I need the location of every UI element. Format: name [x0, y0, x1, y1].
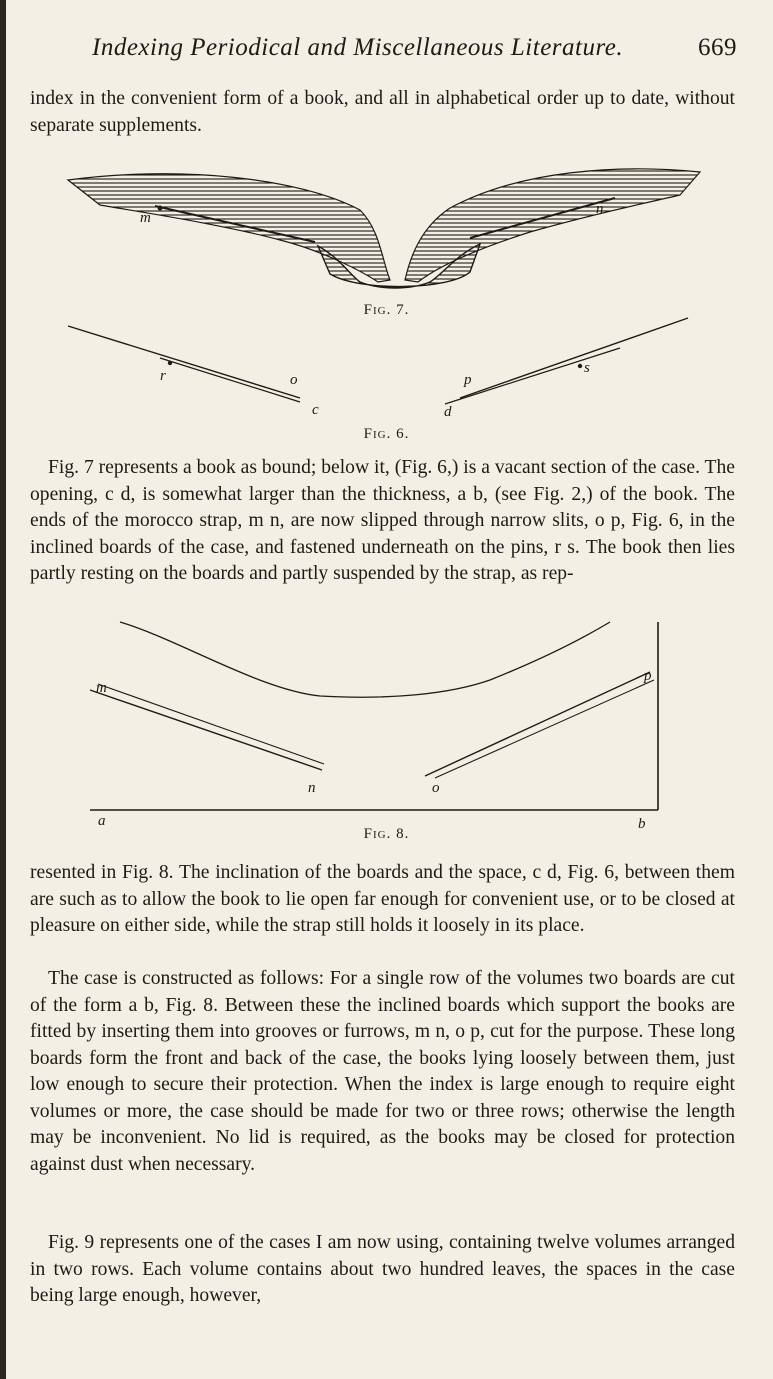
- paragraph-2: Fig. 7 represents a book as bound; below it, (Fig. 6,) is a vacant section of the case. The opening, c d, is somewhat larger than the thickness, a b, (see Fig. 2,) of the book. The ends of the morocco strap, m n, are now slipped through narrow slits, o p, Fig. 6, in the inclined boards of the case, and fastened underneath on the pins, r s. The book then lies partly resting on the boards and partly suspended by the strap, as rep-: [30, 457, 735, 584]
- figure-8-book-in-case: [90, 620, 670, 830]
- figure-7-open-book: [60, 150, 710, 300]
- page-number: 669: [698, 34, 737, 61]
- page-edge: [0, 0, 6, 1379]
- running-title: Indexing Periodical and Miscellaneous Literature.: [92, 34, 624, 61]
- fig6-label-s: s: [584, 360, 590, 376]
- fig8-label-n: n: [308, 780, 316, 796]
- fig6-label-c: c: [312, 402, 319, 418]
- paragraph-1: index in the convenient form of a book, and all in alphabetical order up to date, without separate supplements.: [30, 88, 735, 136]
- fig8-caption: Fig. 8.: [363, 826, 410, 842]
- paragraph-5: Fig. 9 represents one of the cases I am now using, containing twelve volumes arranged in two rows. Each volume contains about two hundred leaves, the spaces in the case being large enough, however,: [30, 1232, 735, 1306]
- fig8-label-m: m: [96, 680, 107, 696]
- running-header: [92, 34, 737, 62]
- fig8-label-b: b: [638, 816, 646, 832]
- figure-6-vacant-section: [60, 318, 700, 418]
- paragraph-3: resented in Fig. 8. The inclination of the boards and the space, c d, Fig. 6, between them are such as to allow the book to lie open far enough for convenient use, or to be closed at pleasure on either side, while the strap still holds it loosely in its place.: [30, 862, 735, 936]
- fig8-label-o: o: [432, 780, 440, 796]
- paragraph-4: The case is constructed as follows: For a single row of the volumes two boards are cut of the form a b, Fig. 8. Between these the inclined boards which support the books are fitted by inserting them into grooves or furrows, m n, o p, cut for the purpose. These long boards form the front and back of the case, the books lying loosely between them, just low enough to secure their protection. When the index is large enough to require eight volumes or more, the case should be made for two or three rows; otherwise the length may be inconvenient. No lid is required, as the books may be closed for protection against dust when necessary.: [30, 968, 735, 1175]
- fig6-caption: Fig. 6.: [363, 426, 410, 442]
- fig6-label-d: d: [444, 404, 452, 420]
- fig6-label-p: p: [464, 372, 472, 388]
- fig7-label-m: m: [140, 210, 151, 226]
- fig7-label-n: n: [596, 201, 604, 217]
- fig8-label-a: a: [98, 813, 106, 829]
- fig7-caption: Fig. 7.: [363, 302, 410, 318]
- fig6-label-o: o: [290, 372, 298, 388]
- fig6-label-r: r: [160, 368, 166, 384]
- fig8-label-p: p: [644, 668, 652, 684]
